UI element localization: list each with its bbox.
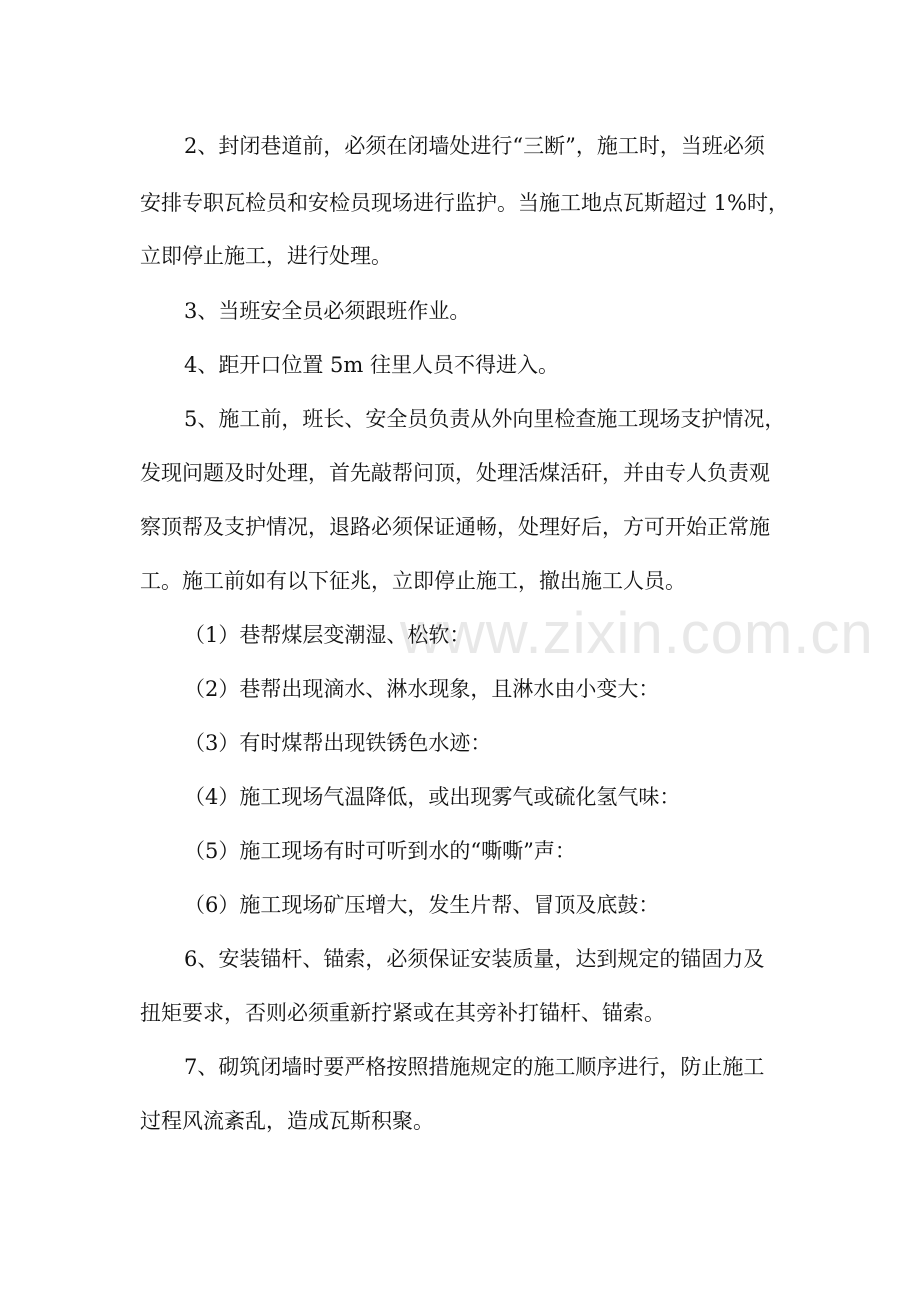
paragraph-2-line-2: 安排专职瓦检员和安检员现场进行监护。当施工地点瓦斯超过 1%时，	[140, 191, 789, 215]
list-item-3: （3）有时煤帮出现铁锈色水迹：	[184, 731, 492, 755]
paragraph-5-line-2: 发现问题及时处理，首先敲帮问顶，处理活煤活矸，并由专人负责观	[140, 461, 770, 485]
paragraph-5-line-1: 5、施工前，班长、安全员负责从外向里检查施工现场支护情况，	[184, 407, 786, 431]
list-item-2: （2）巷帮出现滴水、淋水现象，且淋水由小变大：	[184, 677, 660, 701]
paragraph-2-line-1: 2、封闭巷道前，必须在闭墙处进行“三断”，施工时，当班必须	[184, 134, 765, 158]
paragraph-7-line-1: 7、砌筑闭墙时要严格按照措施规定的施工顺序进行，防止施工	[184, 1055, 765, 1079]
paragraph-2-line-3: 立即停止施工，进行处理。	[140, 244, 392, 268]
list-item-5: （5）施工现场有时可听到水的“嘶嘶”声：	[184, 839, 576, 863]
paragraph-6-line-2: 扭矩要求，否则必须重新拧紧或在其旁补打锚杆、锚索。	[140, 1001, 665, 1025]
paragraph-5-line-4: 工。施工前如有以下征兆，立即停止施工，撤出施工人员。	[140, 569, 686, 593]
list-item-4: （4）施工现场气温降低，或出现雾气或硫化氢气味：	[184, 785, 681, 809]
list-item-6: （6）施工现场矿压增大，发生片帮、冒顶及底鼓：	[184, 893, 660, 917]
paragraph-6-line-1: 6、安装锚杆、锚索，必须保证安装质量，达到规定的锚固力及	[184, 947, 765, 971]
paragraph-5-line-3: 察顶帮及支护情况，退路必须保证通畅，处理好后，方可开始正常施	[140, 515, 770, 539]
paragraph-3: 3、当班安全员必须跟班作业。	[184, 299, 471, 323]
watermark-text: www.zixin.com.cn	[400, 601, 874, 666]
list-item-1: （1）巷帮煤层变潮湿、松软：	[184, 623, 471, 647]
paragraph-7-line-2: 过程风流紊乱，造成瓦斯积聚。	[140, 1109, 434, 1133]
paragraph-4: 4、距开口位置 5m 往里人员不得进入。	[184, 353, 559, 377]
